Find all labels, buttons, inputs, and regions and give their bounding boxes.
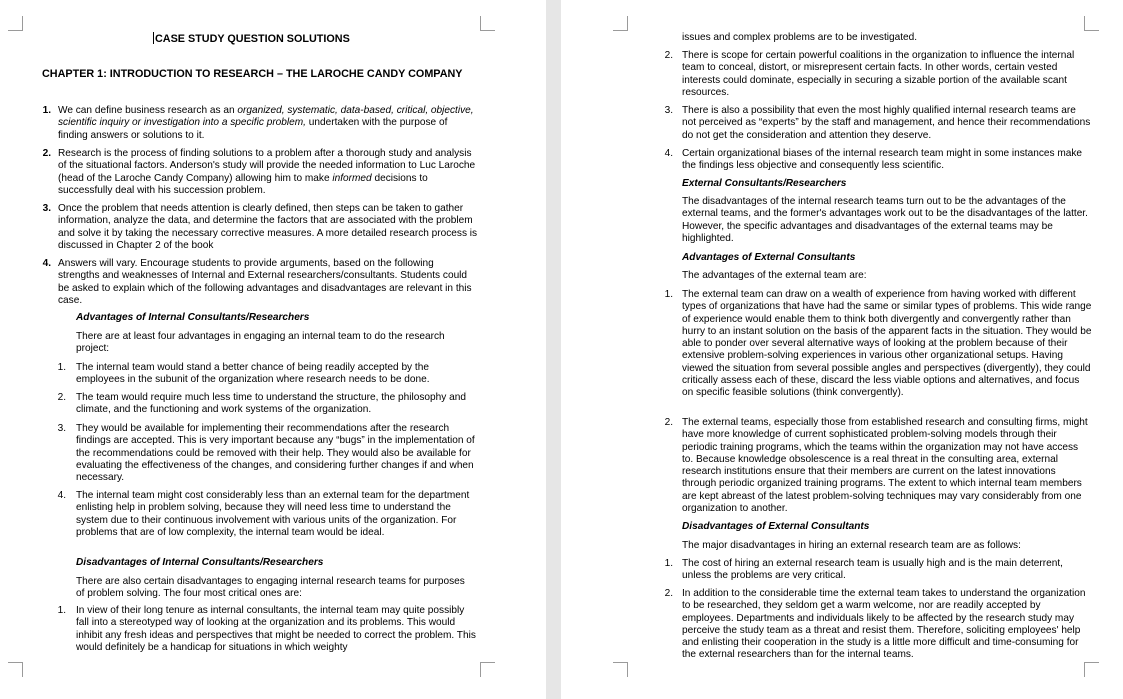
section-intro: The advantages of the external team are: [682, 270, 867, 281]
list-number: 4. [57, 490, 66, 501]
section-heading: Advantages of Internal Consultants/Researchers [76, 312, 310, 323]
list-number: 1. [664, 558, 673, 569]
section-intro: There are also certain disadvantages to engaging internal research teams for purposes of problem solving. The four most critical ones are: [76, 576, 465, 600]
list-number: 2. [57, 392, 66, 403]
list-number: 2. [664, 417, 673, 428]
section-intro: The major disadvantages in hiring an external research team are as follows: [682, 540, 1021, 551]
answer-number: 4. [42, 258, 51, 269]
document-page-right [561, 0, 1123, 699]
crop-mark-bottom-left [8, 662, 23, 677]
crop-mark-top-left [8, 16, 23, 31]
list-item: They would be available for implementing their recommendations after the research findings are accepted. This is very important because any “bugs” in the implementation of the recommendations could be removed with their help. They would also be available for evaluating the effectiveness of the changes, and considering further changes if and when necessary. [76, 423, 475, 484]
answer-number: 1. [42, 105, 51, 116]
document-page-left [0, 0, 546, 699]
chapter-heading: CHAPTER 1: INTRODUCTION TO RESEARCH – THE LAROCHE CANDY COMPANY [42, 68, 463, 80]
list-item: In view of their long tenure as internal consultants, the internal team may quite possibly fall into a stereotyped way of looking at the organization and its problems. This would inhibit any fresh ideas and perspectives that might be needed to correct the problem. This would definitely be a handicap for situations in which weighty [76, 605, 476, 653]
section-intro: There are at least four advantages in engaging an internal team to do the research project: [76, 331, 445, 355]
answer-paragraph: Once the problem that needs attention is clearly defined, then steps can be taken to gather information, analyze the data, and determine the factors that are associated with the problem and solve it by taking the necessary corrective measures. A more detailed research process is discussed in Chapter 2 of the book [58, 203, 478, 251]
list-number: 1. [664, 289, 673, 300]
list-item: The external teams, especially those from established research and consulting firms, might have more knowledge of current sophisticated problem-solving models through their periodic training programs, which the teams within the organization may not have access to. Because knowledge obsolescence is a real threat in the consulting area, external research institutions ensure that their members are current on the latest innovations through periodic organized training programs. The extent to which internal team members are kept abreast of the latest problem-solving techniques may vary considerably from one organization to another. [682, 417, 1088, 515]
answer-paragraph: Research is the process of finding solutions to a problem after a thorough study and analysis of the situational factors. Anderson's study will provide the needed information to Luc Laroche (head of the Laroche Candy Company) allowing him to make informed decisions to successfully deal with his succession problem. [58, 148, 476, 196]
list-item: The team would require much less time to understand the structure, the philosophy and climate, and the functioning and work systems of the organization. [76, 392, 466, 416]
crop-mark-top-right [1084, 16, 1099, 31]
answer-number: 2. [42, 148, 51, 159]
list-item: The external team can draw on a wealth of experience from having worked with different types of organizations that have had the same or similar types of problems. This wide range of experience would enable them to think both divergently and convergently rather than hurry to an instant solution on the basis of the apparent facts in the situation. They would be able to ponder over several alternative ways of looking at the problem because of their extensive problem-solving experiences in various other organizational setups. Having viewed the situation from several possible angles and perspectives (divergently), they could critically assess each of these, discard the less viable options and alternatives, and focus on specific feasible solutions (think convergently). [682, 289, 1092, 399]
answer-paragraph: Answers will vary. Encourage students to provide arguments, based on the following strengths and weaknesses of Internal and External researchers/consultants. Students could be asked to explain which of the following advantages and disadvantages are relevant in this case. [58, 258, 472, 306]
section-heading: External Consultants/Researchers [682, 178, 847, 189]
list-number: 3. [57, 423, 66, 434]
list-number: 2. [664, 50, 673, 61]
document-title: CASE STUDY QUESTION SOLUTIONS [155, 33, 350, 45]
section-heading: Disadvantages of External Consultants [682, 521, 870, 532]
crop-mark-top-left [613, 16, 628, 31]
list-number: 3. [664, 105, 673, 116]
crop-mark-bottom-left [613, 662, 628, 677]
page-gutter [546, 0, 561, 699]
continued-line: issues and complex problems are to be investigated. [682, 32, 918, 43]
answer-paragraph: We can define business research as an organized, systematic, data-based, critical, objective, scientific inquiry or investigation into a specific problem, undertaken with the purpose of finding answers or solutions to it. [58, 105, 474, 141]
list-item: Certain organizational biases of the internal research team might in some instances make the findings less objective and consequently less scientific. [682, 148, 1083, 172]
list-number: 1. [57, 362, 66, 373]
list-number: 1. [57, 605, 66, 616]
section-intro: The disadvantages of the internal research teams turn out to be the advantages of the external teams, and the former's advantages work out to be the disadvantages of the latter. However, the specific advantages and disadvantages of the external teams may be highlighted. [682, 196, 1088, 244]
list-item: The cost of hiring an external research team is usually high and is the main deterrent, unless the problems are very critical. [682, 558, 1063, 582]
crop-mark-top-right [480, 16, 495, 31]
list-item: In addition to the considerable time the external team takes to understand the organization to be researched, they seldom get a warm welcome, nor are readily accepted by employees. Departments and individuals likely to be affected by the research study may perceive the study team as a threat and resist them. Therefore, soliciting employees' help and enlisting their cooperation in the study is a little more difficult and time-consuming for the external researchers than for the internal teams. [682, 588, 1086, 661]
crop-mark-bottom-right [1084, 662, 1099, 677]
list-number: 4. [664, 148, 673, 159]
section-heading: Advantages of External Consultants [682, 252, 856, 263]
section-heading: Disadvantages of Internal Consultants/Researchers [76, 557, 324, 568]
list-item: The internal team would stand a better chance of being readily accepted by the employees in the subunit of the organization where research needs to be done. [76, 362, 430, 386]
list-item: There is also a possibility that even the most highly qualified internal research teams are not perceived as “experts” by the staff and management, and hence their recommendations do not get the consideration and attention they deserve. [682, 105, 1091, 141]
answer-number: 3. [42, 203, 51, 214]
list-item: There is scope for certain powerful coalitions in the organization to influence the internal team to conceal, distort, or misrepresent certain facts. In other words, certain vested interests could dominate, especially in securing a sizable portion of the available scant resources. [682, 50, 1075, 98]
text-cursor [153, 32, 154, 44]
list-number: 2. [664, 588, 673, 599]
crop-mark-bottom-right [480, 662, 495, 677]
list-item: The internal team might cost considerably less than an external team for the department enlisting help in problem solving, because they will need less time to understand the system due to their continuous involvement with various units of the organization. For problems that are of low complexity, the internal team would be ideal. [76, 490, 470, 538]
